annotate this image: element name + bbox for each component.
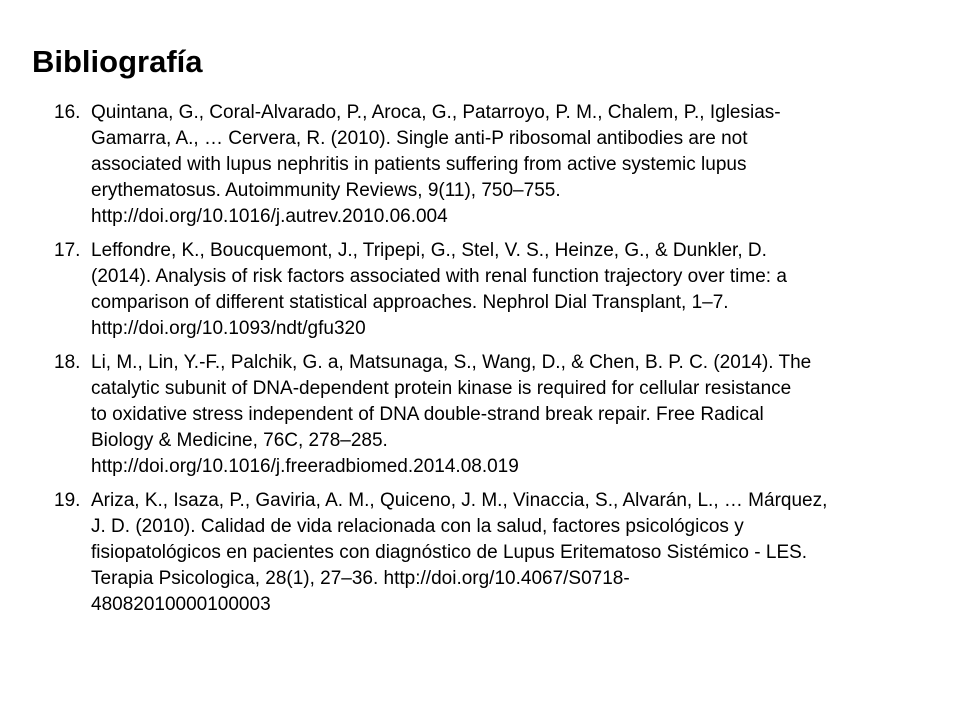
reference-item: [0, 488, 960, 618]
reference-text-line: Quintana, G., Coral-Alvarado, P., Aroca, G., Patarroyo, P. M., Chalem, P., Iglesias-: [91, 102, 781, 123]
reference-doi-line: http://doi.org/10.1093/ndt/gfu320: [91, 318, 366, 339]
reference-item: [0, 238, 960, 342]
reference-number: 19.: [54, 490, 81, 511]
reference-text-line: (2014). Analysis of risk factors associated with renal function trajectory over time: a: [91, 266, 787, 287]
reference-number: 17.: [54, 240, 81, 261]
reference-text-line: fisiopatológicos en pacientes con diagnóstico de Lupus Eritematoso Sistémico - LES.: [91, 542, 808, 563]
reference-number: 16.: [54, 102, 81, 123]
reference-text-line: erythematosus. Autoimmunity Reviews, 9(11), 750–755.: [91, 180, 561, 201]
reference-item: [0, 350, 960, 480]
reference-text-line: Gamarra, A., … Cervera, R. (2010). Single anti-P ribosomal antibodies are not: [91, 128, 748, 149]
reference-text-line: to oxidative stress independent of DNA double-strand break repair. Free Radical: [91, 404, 764, 425]
reference-text-line: Leffondre, K., Boucquemont, J., Tripepi, G., Stel, V. S., Heinze, G., & Dunkler, D.: [91, 240, 767, 261]
reference-item: [0, 100, 960, 230]
reference-list: [0, 100, 960, 626]
reference-text-line: J. D. (2010). Calidad de vida relacionada con la salud, factores psicológicos y: [91, 516, 744, 537]
reference-text-line: Li, M., Lin, Y.-F., Palchik, G. a, Matsunaga, S., Wang, D., & Chen, B. P. C. (2014). The: [91, 352, 812, 373]
reference-text-line: Biology & Medicine, 76C, 278–285.: [91, 430, 388, 451]
reference-text-line: Terapia Psicologica, 28(1), 27–36. http://doi.org/10.4067/S0718-: [91, 568, 630, 589]
reference-text-line: catalytic subunit of DNA-dependent protein kinase is required for cellular resistance: [91, 378, 792, 399]
reference-doi-line: 48082010000100003: [91, 594, 271, 615]
reference-number: 18.: [54, 352, 81, 373]
reference-doi-line: http://doi.org/10.1016/j.autrev.2010.06.004: [91, 206, 448, 227]
reference-text-line: Ariza, K., Isaza, P., Gaviria, A. M., Quiceno, J. M., Vinaccia, S., Alvarán, L., … Márquez,: [91, 490, 828, 511]
reference-doi-line: http://doi.org/10.1016/j.freeradbiomed.2014.08.019: [91, 456, 519, 477]
page-title: Bibliografía: [32, 44, 203, 79]
reference-text-line: associated with lupus nephritis in patients suffering from active systemic lupus: [91, 154, 747, 175]
reference-text-line: comparison of different statistical approaches. Nephrol Dial Transplant, 1–7.: [91, 292, 729, 313]
